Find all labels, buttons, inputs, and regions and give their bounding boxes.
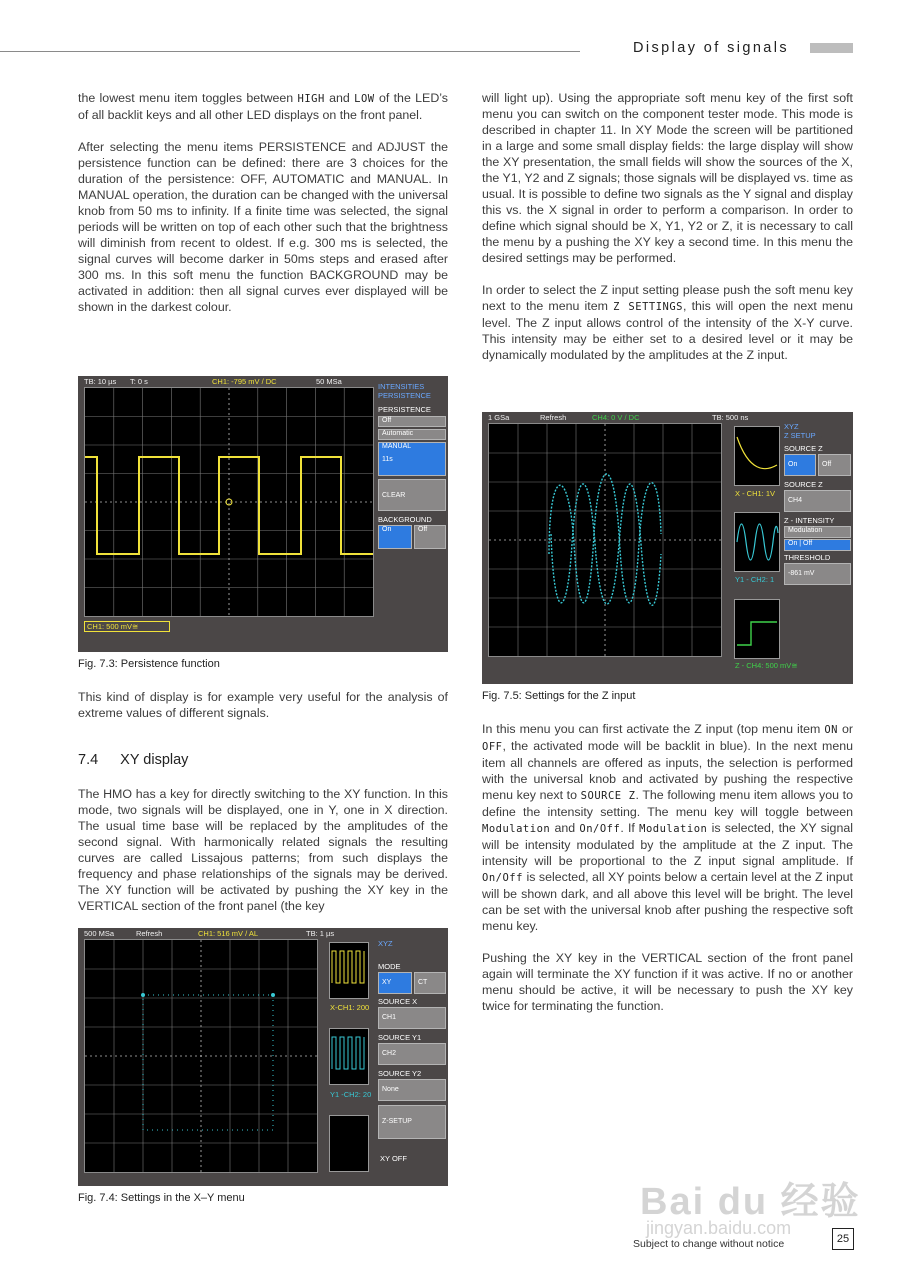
small-field-y1	[329, 1028, 369, 1085]
status-channel: CH1: -795 mV / DC	[212, 377, 277, 386]
figure-caption-7-5: Fig. 7.5: Settings for the Z input	[482, 690, 636, 702]
mode-xy-button[interactable]: XY	[378, 972, 412, 994]
background-on-button[interactable]: On	[378, 525, 412, 549]
figure-caption-7-4: Fig. 7.4: Settings in the X–Y menu	[78, 1192, 245, 1204]
menu-option-manual[interactable]	[378, 442, 446, 476]
menu-title: XYZ	[378, 939, 393, 948]
menu-option-automatic[interactable]: Automatic	[378, 429, 446, 440]
background-off-button[interactable]: Off	[414, 525, 446, 549]
manual-label: MANUAL	[382, 443, 412, 450]
small-trace-x	[735, 427, 779, 485]
status-trigger-time: T: 0 s	[130, 377, 148, 386]
small-field-x-label: X - CH1: 1V	[735, 489, 776, 498]
menu-label-source-y2: SOURCE Y2	[378, 1069, 422, 1078]
lissajous-plot	[489, 424, 721, 656]
z-off-button[interactable]: Off	[818, 454, 851, 476]
footer-note: Subject to change without notice	[633, 1238, 785, 1250]
xy-plot	[85, 940, 317, 1172]
status-channel: CH1: 516 mV / AL	[198, 929, 259, 938]
section-heading	[78, 752, 188, 768]
paragraph: This kind of display is for example very useful for the analysis of extreme values of different signals.	[78, 690, 448, 720]
channel-scale-label: CH1: 500 mV≅	[84, 621, 170, 632]
mode-ct-button[interactable]: CT	[414, 972, 446, 994]
right-column-bottom	[482, 721, 853, 1030]
left-column-mid	[78, 689, 448, 737]
source-y2-select[interactable]: None	[378, 1079, 446, 1101]
status-mode: Refresh	[136, 929, 163, 938]
watermark-url: jingyan.baidu.com	[646, 1218, 792, 1238]
scope-grid	[84, 387, 374, 617]
grid-and-trace	[85, 388, 373, 616]
section-title: XY display	[120, 752, 189, 768]
small-trace-x	[330, 943, 368, 998]
menu-label-intensity: Z - INTENSITY	[784, 516, 835, 525]
menu-title: XYZ	[784, 422, 799, 431]
header-rule	[0, 51, 580, 52]
watermark	[640, 1140, 861, 1250]
manual-value: 11s	[382, 456, 393, 463]
menu-label-source-y1: SOURCE Y1	[378, 1033, 422, 1042]
paragraph: Pushing the XY key in the VERTICAL section of the front panel again will terminate the XY function if it was active. If no or another menu should be active, it will be necessary to push the XY key twice for terminating the function.	[482, 951, 853, 1013]
small-trace-z	[735, 600, 779, 658]
figure-caption-7-3: Fig. 7.3: Persistence function	[78, 658, 220, 670]
figure-z-input-screenshot	[482, 412, 853, 684]
paragraph: the lowest menu item toggles between HIGH and LOW of the LED’s of all backlit keys and all other LED displays on the front panel.	[78, 91, 448, 122]
menu-label-source-x: SOURCE X	[378, 997, 418, 1006]
menu-label-persistence: PERSISTENCE	[378, 405, 431, 414]
left-column-top	[78, 90, 448, 331]
menu-option-off[interactable]: Off	[378, 416, 446, 427]
status-timebase: TB: 1 µs	[306, 929, 335, 938]
menu-label-threshold: THRESHOLD	[784, 553, 831, 562]
status-samplerate: 1 GSa	[488, 413, 510, 422]
small-field-y1-label: Y1 -CH2: 20	[330, 1090, 372, 1099]
figure-persistence-screenshot	[78, 376, 448, 652]
small-field-x	[734, 426, 780, 486]
small-field-x-label: X-CH1: 200	[330, 1003, 370, 1012]
xy-grid	[488, 423, 722, 657]
threshold-value[interactable]: -861 mV	[784, 563, 851, 585]
menu-title: INTENSITIES	[378, 382, 425, 391]
intensity-modulation-option[interactable]: Modulation	[784, 526, 851, 538]
status-samplerate: 500 MSa	[84, 929, 115, 938]
small-field-z-label: Z - CH4: 500 mV≅	[735, 661, 798, 670]
paragraph: In this menu you can first activate the Z input (top menu item ON or OFF, the activated mode will be backlit in blue). In the next menu item all channels are offered as inputs, the selection is performed with the universal knob and activated by pushing the respective menu key next to SOURCE Z. The following menu item allows you to define the intensity setting. The menu key will toggle between Modulation and On/Off. If Modulation is selected, the XY signal will be intensity modulated by the amplitude at the Z input. The intensity will be proportional to the Z input signal amplitude. If On/Off is selected, all XY points below a certain level at the Z input will be shown dark, and all above this level will be bright. The level can be set with the universal knob after pushing the respective soft menu key.	[482, 722, 853, 933]
header-block	[810, 43, 853, 53]
clear-button[interactable]: CLEAR	[378, 479, 446, 511]
menu-subtitle: PERSISTENCE	[378, 391, 431, 400]
status-channel: CH4: 0 V / DC	[592, 413, 640, 422]
small-field-y1-label: Y1 - CH2: 1	[735, 575, 775, 584]
source-x-select[interactable]: CH1	[378, 1007, 446, 1029]
status-samplerate: 50 MSa	[316, 377, 342, 386]
paragraph: After selecting the menu items PERSISTENCE and ADJUST the persistence function can be defined: there are 3 choices for the duration of the persistence: OFF, AUTOMATIC and MANUAL. In MANUAL operation, the duration can be changed with the universal knob from 50 ms to infinity. If a finite time was selected, the signal periods will be written on top of each other such that the brightness will diminish from recent to oldest. If e.g. 300 ms is selected, the signal curves will become darker in 50ms steps and erased after 300 ms. In this soft menu the function BACKGROUND may be activated in addition: then all signal curves ever displayed will be shown in the darkest colour.	[78, 140, 448, 314]
xy-grid	[84, 939, 318, 1173]
status-timebase: TB: 500 ns	[712, 413, 749, 422]
paragraph: will light up). Using the appropriate soft menu key of the first soft menu you can switch on the component tester mode. This mode is described in chapter 11. In XY Mode the screen will be partitioned in a large and some small display fields: the large display will show the XY presentation, the small fields will show the sources of the X, the Y1, Y2 and Z signals; those signals will be displayed vs. time as usual. It is possible to define two signals as the Y signal and display this vs. the X signal in order to perform a comparison. In order to define which signal should be X, Y1, Y2 or Z, it is necessary to call the menu by a pushing the XY key a second time. In this menu the desired settings may be performed.	[482, 91, 853, 265]
menu-label-source-z: SOURCE Z	[784, 444, 823, 453]
small-field-y1	[734, 512, 780, 572]
source-z-select[interactable]: CH4	[784, 490, 851, 512]
figure-xy-menu-screenshot	[78, 928, 448, 1186]
small-field-z	[734, 599, 780, 659]
page-number: 25	[832, 1228, 854, 1250]
menu-label-mode: MODE	[378, 962, 401, 971]
section-number: 7.4	[78, 752, 99, 768]
paragraph: In order to select the Z input setting please push the soft menu key next to the menu item Z SETTINGS, this will open the next menu level. The Z input allows control of the intensity of the X-Y curve. This intensity may be either set to a desired level or it may be dynamically modulated by the amplitudes at the Z input.	[482, 283, 854, 362]
page-header-title: Display of signals	[633, 40, 790, 56]
menu-subtitle: Z SETUP	[784, 431, 816, 440]
z-setup-button[interactable]: Z-SETUP	[378, 1105, 446, 1139]
right-column-top	[482, 90, 853, 379]
watermark-brand: Bai du 经验	[640, 1181, 861, 1223]
status-mode: Refresh	[540, 413, 567, 422]
small-field-x	[329, 942, 369, 999]
intensity-onoff-option[interactable]: On | Off	[784, 539, 851, 551]
menu-label-source-z-2: SOURCE Z	[784, 480, 823, 489]
small-field-empty	[329, 1115, 369, 1172]
menu-label-background: BACKGROUND	[378, 515, 432, 524]
paragraph: The HMO has a key for directly switching to the XY function. In this mode, two signals will be displayed, one in Y, one in X direction. The usual time base will be replaced by the amplitudes of the second signal. With harmonically related signals the resulting curves are called Lissajous patterns; from such displays the frequency and phase relationships of the signals may be derived. The XY function will be activated by pushing the XY key in the VERTICAL section of the front panel (the key	[78, 787, 448, 913]
small-trace-y1	[735, 513, 779, 571]
z-on-button[interactable]: On	[784, 454, 816, 476]
source-y1-select[interactable]: CH2	[378, 1043, 446, 1065]
small-trace-y1	[330, 1029, 368, 1084]
left-column-bottom	[78, 786, 448, 930]
status-timebase: TB: 10 µs	[84, 377, 117, 386]
xy-off-button[interactable]: XY OFF	[380, 1154, 407, 1163]
